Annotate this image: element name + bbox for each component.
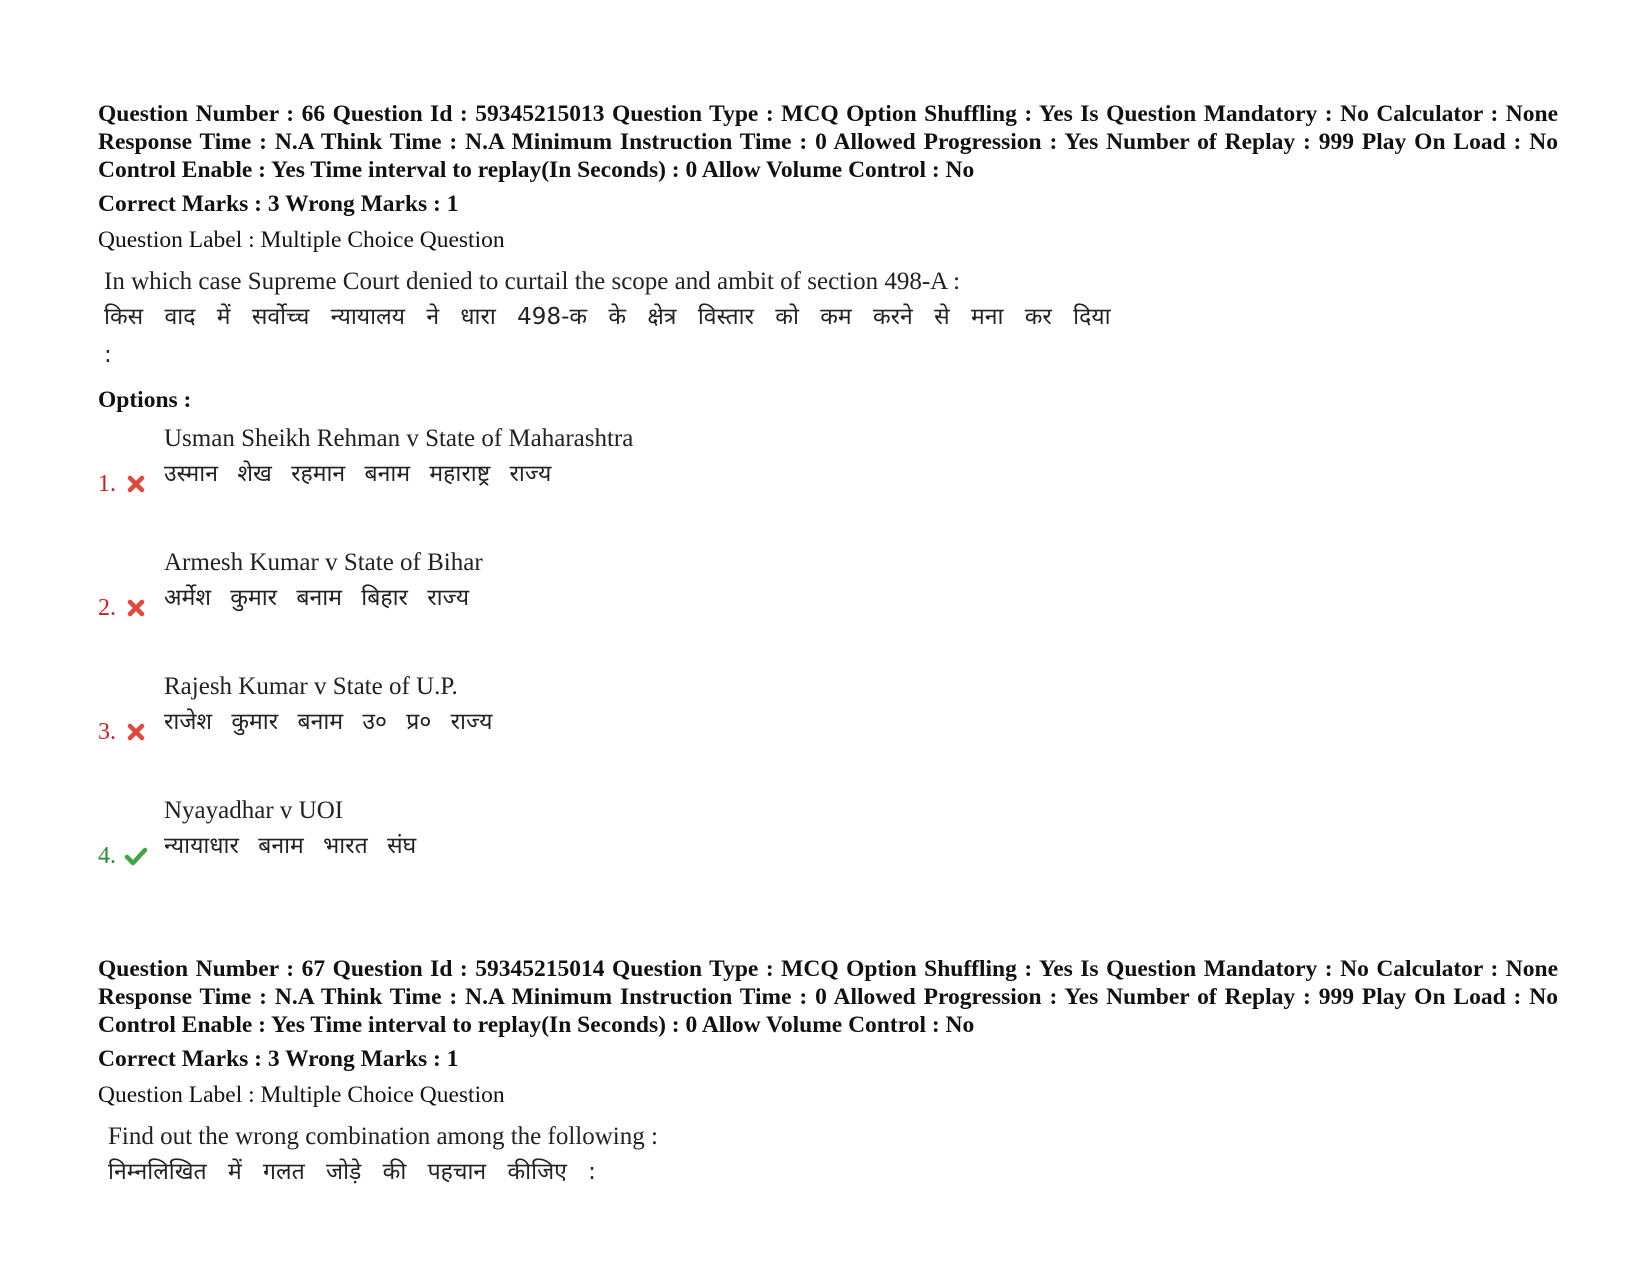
option-4 [98, 786, 1558, 910]
option-2 [98, 538, 1558, 662]
question-meta: Question Number : 67 Question Id : 59345215014 Question Type : MCQ Option Shuffling : Yes Is Question Mandatory : No Calculator : None Response Time : N.A Think Time : N.A Minimum Instruction Time : 0 Allowed Progression : Yes Number of Replay : 999 Play On Load : No Control Enable : Yes Time interval to replay(In Seconds) : 0 Allow Volume Control : No [98, 956, 1558, 1038]
options-title: Options : [98, 387, 192, 413]
option-text [164, 546, 483, 616]
question-text-hi: किस वाद में सर्वोच्च न्यायालय ने धारा 498-क के क्षेत्र विस्तार को कम करने से मना कर दिया : [104, 304, 1111, 368]
option-text-hi: अर्मेश कुमार बनाम बिहार राज्य [164, 585, 470, 611]
question-text [104, 266, 1558, 374]
option-text-hi: राजेश कुमार बनाम उ० प्र० राज्य [164, 709, 493, 735]
option-text-en: Rajesh Kumar v State of U.P. [164, 673, 458, 700]
option-number: 2. [98, 595, 116, 621]
option-3 [98, 662, 1558, 786]
cross-icon [124, 596, 148, 620]
check-icon [124, 844, 148, 868]
option-text-hi: उस्मान शेख रहमान बनाम महाराष्ट्र राज्य [164, 461, 552, 487]
question-marks: Correct Marks : 3 Wrong Marks : 1 [98, 1046, 459, 1072]
option-text [164, 670, 493, 740]
cross-icon [124, 472, 148, 496]
question-text-en: In which case Supreme Court denied to curtail the scope and ambit of section 498-A : [104, 268, 961, 295]
option-number: 1. [98, 471, 116, 497]
question-meta: Question Number : 66 Question Id : 59345215013 Question Type : MCQ Option Shuffling : Yes Is Question Mandatory : No Calculator : None Response Time : N.A Think Time : N.A Minimum Instruction Time : 0 Allowed Progression : Yes Number of Replay : 999 Play On Load : No Control Enable : Yes Time interval to replay(In Seconds) : 0 Allow Volume Control : No [98, 101, 1558, 183]
question-66 [98, 100, 1558, 910]
option-number: 3. [98, 719, 116, 745]
cross-icon [124, 720, 148, 744]
question-marks: Correct Marks : 3 Wrong Marks : 1 [98, 191, 459, 217]
question-text [108, 1121, 1558, 1191]
option-number: 4. [98, 843, 116, 869]
question-label: Question Label : Multiple Choice Question [98, 227, 505, 253]
option-text-en: Armesh Kumar v State of Bihar [164, 549, 483, 576]
question-67 [98, 955, 1558, 1191]
option-text [164, 422, 633, 492]
options-list [98, 414, 1558, 910]
option-1 [98, 414, 1558, 538]
option-text-en: Nyayadhar v UOI [164, 797, 344, 824]
option-text-en: Usman Sheikh Rehman v State of Maharashtra [164, 425, 634, 452]
option-text-hi: न्यायाधार बनाम भारत संघ [164, 833, 417, 859]
question-text-en: Find out the wrong combination among the following : [108, 1123, 658, 1150]
question-text-hi: निम्नलिखित में गलत जोड़े की पहचान कीजिए : [108, 1159, 596, 1185]
question-label: Question Label : Multiple Choice Question [98, 1082, 505, 1108]
option-text [164, 794, 416, 864]
